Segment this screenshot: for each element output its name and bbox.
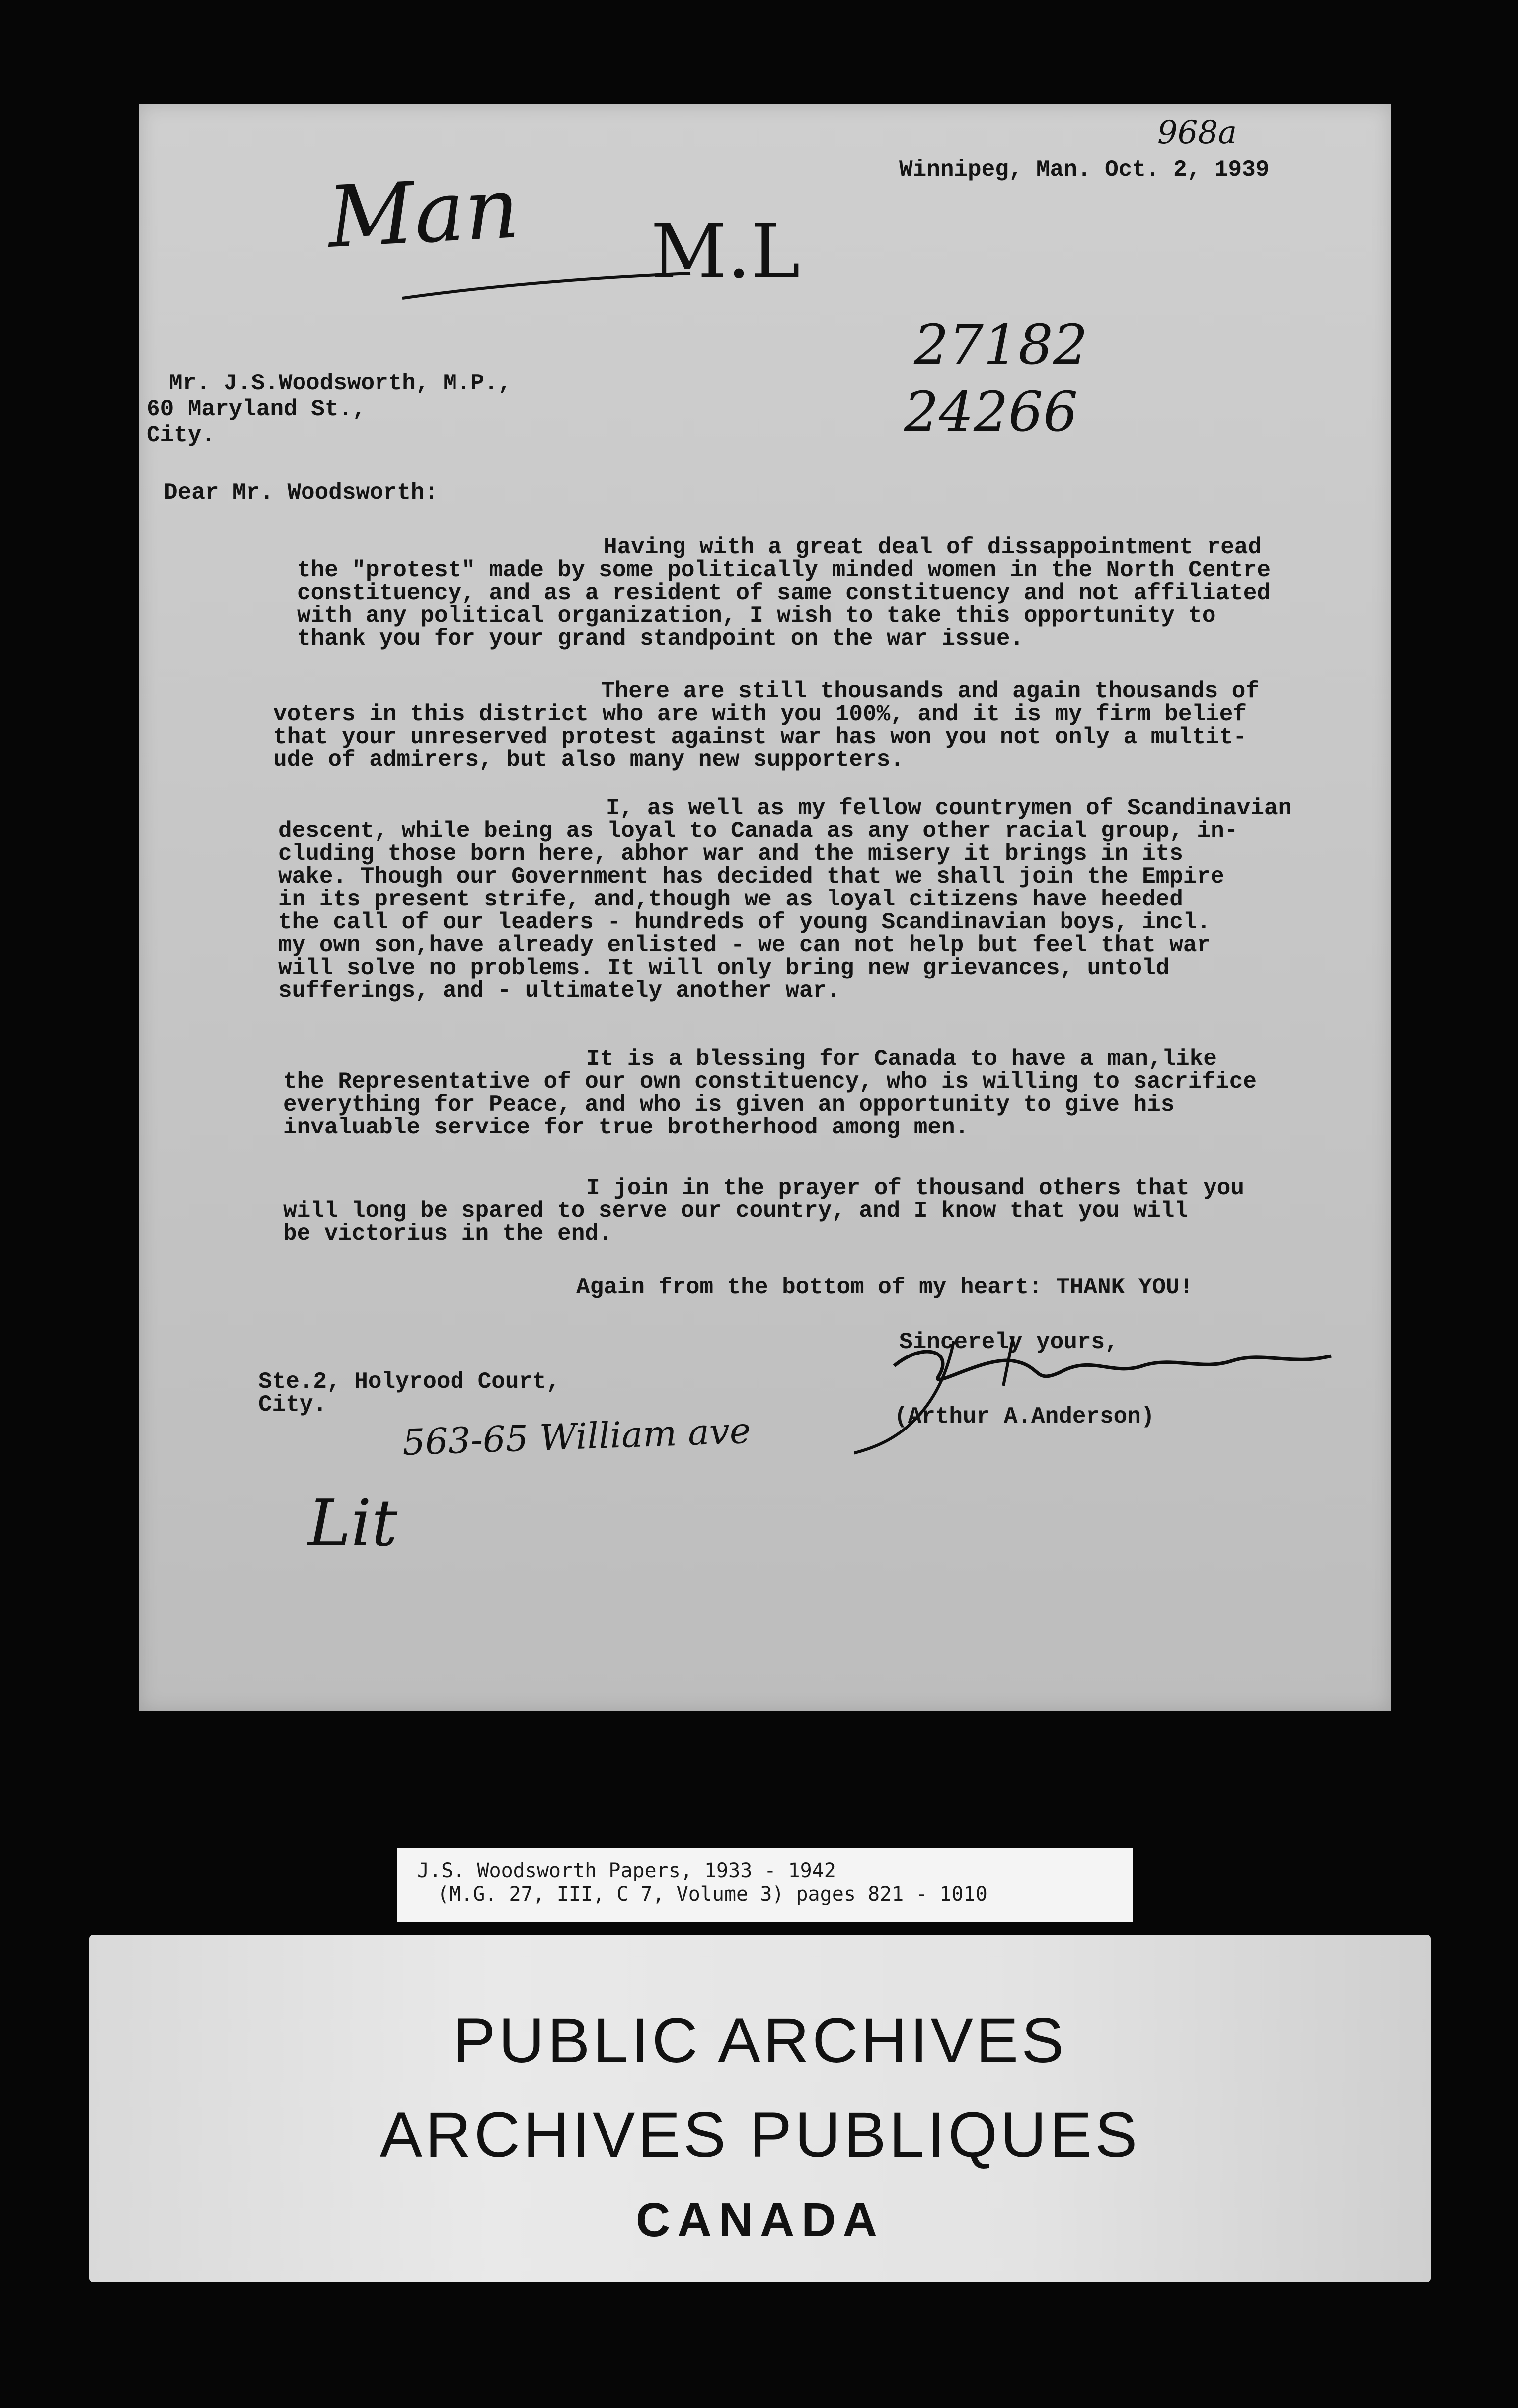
reference-label-line: (M.G. 27, III, C 7, Volume 3) pages 821 - 1010 — [437, 1883, 987, 1906]
paragraph-line: invaluable service for true brotherhood among men. — [283, 1115, 969, 1140]
paragraph-line: the call of our leaders - hundreds of young Scandinavian boys, incl. — [278, 909, 1211, 935]
reference-label — [397, 1848, 1133, 1922]
paragraph-line: with any political organization, I wish to take this opportunity to — [297, 603, 1216, 629]
sender-address-line: City. — [258, 1392, 327, 1418]
paragraph-line: There are still thousands and again thousands of — [601, 678, 1260, 704]
paragraph-line: thank you for your grand standpoint on the war issue. — [297, 626, 1024, 652]
valediction: Sincerely yours, — [899, 1329, 1119, 1355]
handwritten-initials: Lit — [308, 1485, 398, 1561]
dateline: Winnipeg, Man. Oct. 2, 1939 — [899, 157, 1270, 183]
paragraph-line: I join in the prayer of thousand others that you — [586, 1175, 1245, 1201]
paragraph-line: constituency, and as a resident of same constituency and not affiliated — [297, 580, 1271, 606]
signature — [854, 1321, 1401, 1460]
paragraph-line: voters in this district who are with you 100%, and it is my firm belief — [273, 701, 1247, 727]
paragraph-line: ude of admirers, but also many new supporters. — [273, 747, 904, 773]
handwritten-ref-number: 968a — [1157, 114, 1237, 151]
paragraph-line: the "protest" made by some politically minded women in the North Centre — [297, 557, 1271, 583]
handwritten-number-2: 24266 — [904, 380, 1078, 444]
reference-label-line: J.S. Woodsworth Papers, 1933 - 1942 — [417, 1859, 836, 1882]
closing-line: Again from the bottom of my heart: THANK YOU! — [576, 1275, 1194, 1300]
recipient-line: 60 Maryland St., — [147, 396, 366, 422]
handwritten-ml: M.L — [651, 209, 800, 295]
signer-name: (Arthur A.Anderson) — [894, 1404, 1155, 1430]
recipient-line: City. — [147, 422, 216, 448]
handwritten-address-note: 563-65 William ave — [401, 1409, 752, 1464]
handwritten-number-1: 27182 — [914, 313, 1088, 376]
archives-country: CANADA — [636, 2193, 884, 2247]
paragraph-line: descent, while being as loyal to Canada as any other racial group, in- — [278, 818, 1238, 844]
paragraph-line: that your unreserved protest against war has won you not only a multit- — [273, 724, 1247, 750]
paragraph-line: cluding those born here, abhor war and the misery it brings in its — [278, 841, 1183, 867]
archives-title-fr: ARCHIVES PUBLIQUES — [380, 2100, 1140, 2171]
archives-title-en: PUBLIC ARCHIVES — [453, 2005, 1067, 2076]
paragraph-line: Having with a great deal of dissappointment read — [604, 534, 1262, 560]
sender-address-line: Ste.2, Holyrood Court, — [258, 1369, 560, 1395]
handwritten-man: Man — [325, 159, 522, 267]
paragraph-line: It is a blessing for Canada to have a man,like — [586, 1046, 1217, 1072]
paragraph-line: my own son,have already enlisted - we can not help but feel that war — [278, 932, 1211, 958]
paragraph-line: I, as well as my fellow countrymen of Scandinavian — [606, 795, 1292, 821]
paragraph-line: everything for Peace, and who is given an opportunity to give his — [283, 1092, 1175, 1118]
paragraph-line: be victorius in the end. — [283, 1221, 612, 1247]
paragraph-line: sufferings, and - ultimately another war. — [278, 978, 840, 1004]
letter-page — [139, 104, 1391, 1711]
recipient-line: Mr. J.S.Woodsworth, M.P., — [169, 371, 512, 396]
paragraph-line: wake. Though our Government has decided that we shall join the Empire — [278, 864, 1224, 890]
paragraph-line: the Representative of our own constituency, who is willing to sacrifice — [283, 1069, 1257, 1095]
archives-card — [89, 1935, 1431, 2282]
paragraph-line: will long be spared to serve our country, and I know that you will — [283, 1198, 1188, 1224]
salutation: Dear Mr. Woodsworth: — [164, 480, 439, 506]
paragraph-line: will solve no problems. It will only bring new grievances, untold — [278, 955, 1170, 981]
paragraph-line: in its present strife, and,though we as loyal citizens have heeded — [278, 887, 1183, 912]
